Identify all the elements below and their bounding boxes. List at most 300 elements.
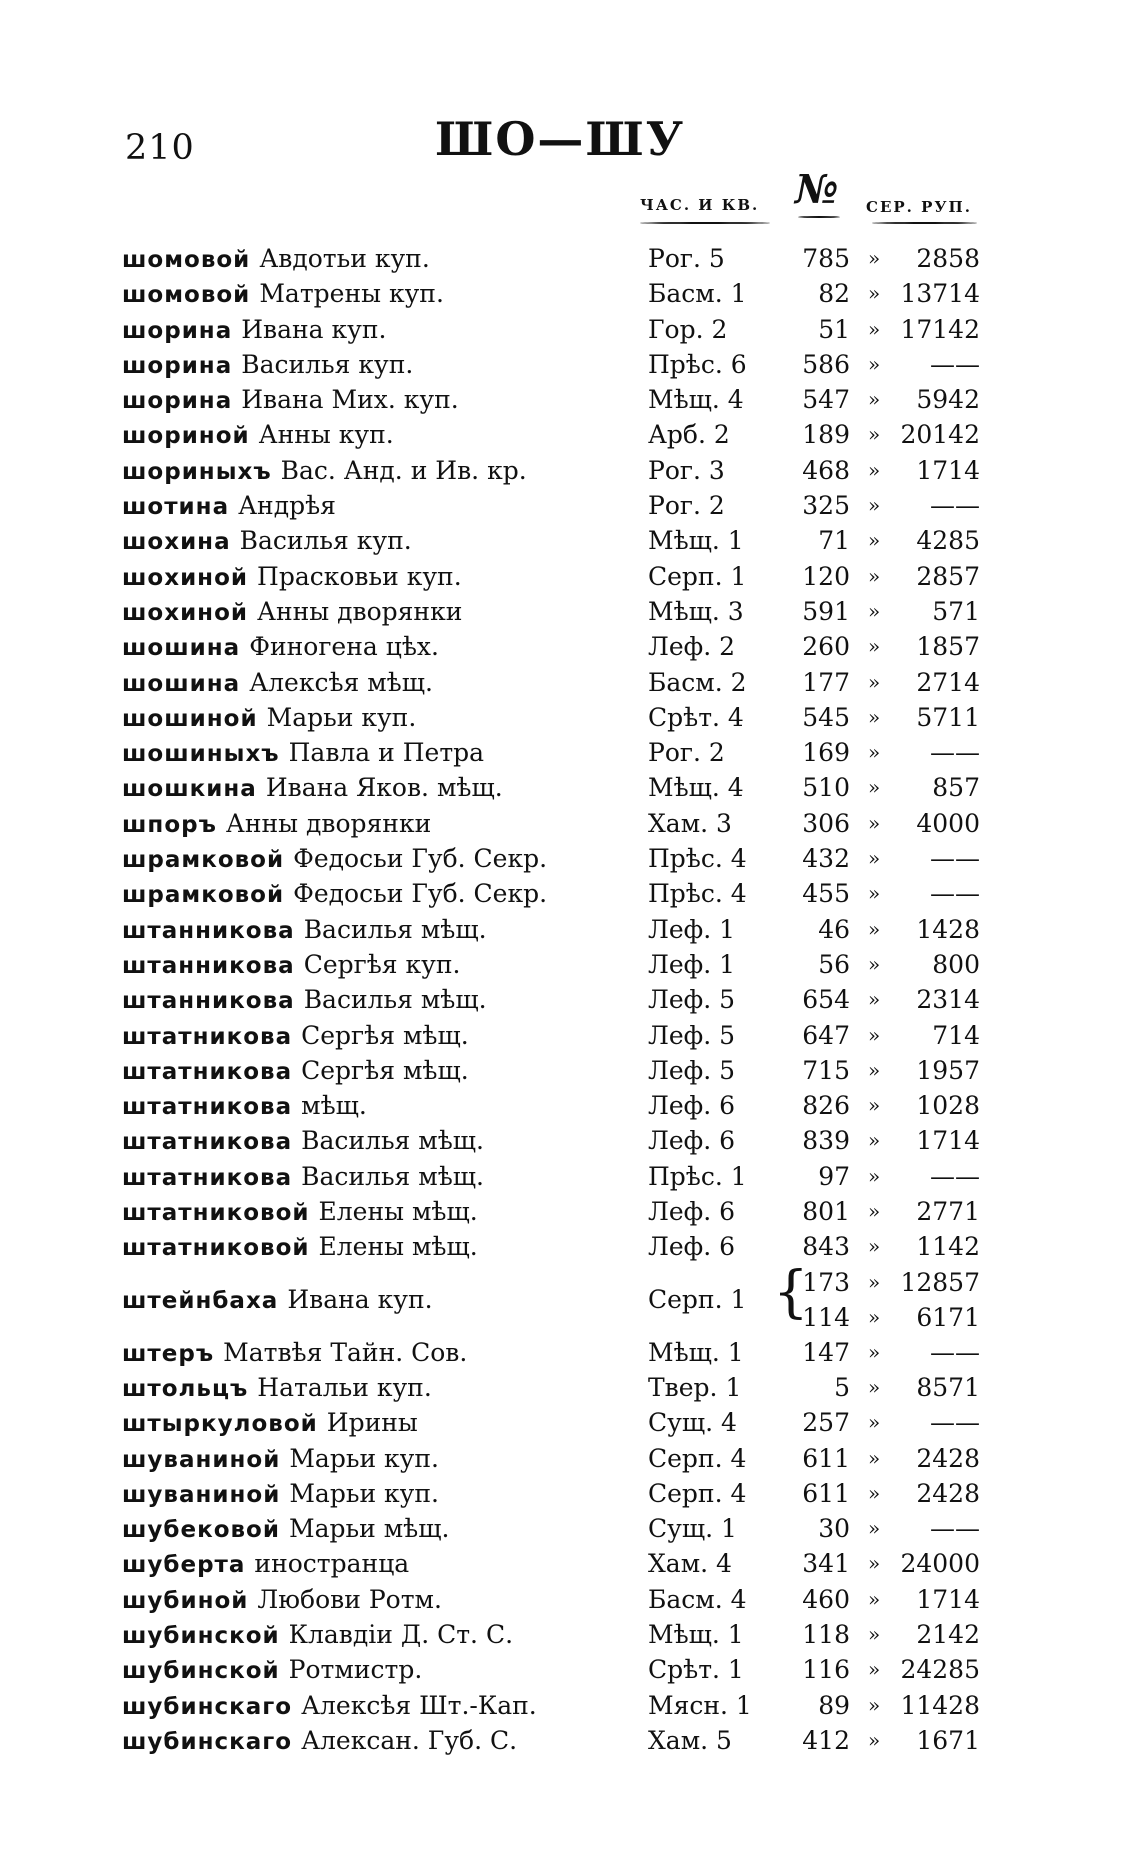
entry-name bbox=[122, 1335, 467, 1372]
entry-row bbox=[0, 841, 1140, 876]
entry-rubles: 1957 bbox=[916, 1055, 980, 1085]
entry-rubles: 5942 bbox=[916, 385, 980, 415]
entry-rubles: 17142 bbox=[900, 314, 980, 344]
entry-name bbox=[122, 347, 413, 384]
entry-separator: » bbox=[868, 669, 881, 694]
entry-given-name: Авдотьи куп. bbox=[259, 244, 430, 273]
entry-number: 341 bbox=[802, 1549, 850, 1579]
entry-rubles: 2142 bbox=[916, 1619, 980, 1649]
entry-row bbox=[0, 665, 1140, 700]
entry-surname: шрамковой bbox=[122, 847, 285, 874]
entry-surname: штатниковой bbox=[122, 1200, 310, 1227]
entry-given-name: Андрѣя bbox=[238, 491, 336, 521]
entry-separator: » bbox=[868, 1057, 881, 1082]
entry-name bbox=[122, 1018, 469, 1055]
entry-row bbox=[0, 276, 1140, 311]
entry-separator-stack bbox=[868, 1265, 880, 1335]
entry-name bbox=[122, 1511, 449, 1548]
entry-given-name: Клавдіи Д. Ст. С. bbox=[288, 1619, 514, 1649]
entry-row bbox=[0, 876, 1140, 911]
entry-rubles-stack bbox=[880, 1265, 980, 1335]
entry-surname: шорина bbox=[122, 352, 233, 379]
entry-separator: » bbox=[868, 916, 881, 941]
entry-separator: » bbox=[868, 1727, 881, 1752]
entry-given-name: Федосьи Губ. Секр. bbox=[293, 879, 548, 909]
entry-surname: шошина bbox=[122, 635, 241, 662]
brace-glyph: { bbox=[773, 1259, 809, 1325]
entry-separator: » bbox=[868, 1586, 881, 1611]
entry-number: 785 bbox=[802, 244, 850, 273]
entry-surname: штеръ bbox=[122, 1340, 215, 1367]
entry-part: Леф. 6 bbox=[648, 1197, 736, 1227]
entry-row bbox=[0, 312, 1140, 347]
entry-part: Леф. 5 bbox=[648, 985, 736, 1015]
entry-separator: » bbox=[868, 387, 881, 412]
entry-row bbox=[0, 982, 1140, 1017]
entry-surname: шорина bbox=[122, 388, 233, 415]
entry-rubles: 4000 bbox=[916, 808, 980, 838]
entry-surname: шуваниной bbox=[122, 1481, 281, 1508]
entry-name bbox=[122, 241, 430, 278]
entry-row bbox=[0, 1370, 1140, 1405]
entry-part: Леф. 6 bbox=[648, 1091, 736, 1121]
entry-number: 586 bbox=[802, 349, 850, 379]
entry-part: Леф. 6 bbox=[648, 1232, 736, 1262]
entry-row bbox=[0, 947, 1140, 982]
entry-row bbox=[0, 1405, 1140, 1440]
entry-number: 116 bbox=[802, 1655, 850, 1685]
entry-given-name: Василья мѣщ. bbox=[301, 1161, 484, 1191]
entry-given-name: Сергѣя куп. bbox=[303, 949, 461, 979]
entry-part: Леф. 1 bbox=[648, 949, 736, 979]
entry-part: Мѣщ. 3 bbox=[648, 596, 744, 626]
entry-rubles: 8571 bbox=[916, 1372, 980, 1402]
entry-surname: шохиной bbox=[122, 599, 248, 626]
entry-row bbox=[0, 1018, 1140, 1053]
entry-surname: штатникова bbox=[122, 1129, 293, 1156]
entry-rubles: —— bbox=[930, 1161, 980, 1191]
entry-part: Серп. 1 bbox=[648, 1284, 747, 1314]
entry-name bbox=[122, 876, 547, 913]
entry-separator: » bbox=[868, 316, 881, 341]
entry-row bbox=[0, 1088, 1140, 1123]
entry-part: Серп. 1 bbox=[648, 561, 747, 591]
entry-separator: » bbox=[868, 634, 881, 659]
entry-rubles: 1714 bbox=[916, 1584, 980, 1614]
entry-separator: » bbox=[868, 846, 881, 871]
entry-surname: штанникова bbox=[122, 952, 295, 979]
entry-surname: шубековой bbox=[122, 1517, 280, 1544]
entry-rubles: 2428 bbox=[916, 1443, 980, 1473]
entry-row bbox=[0, 347, 1140, 382]
entry-part: Леф. 5 bbox=[648, 1055, 736, 1085]
entry-part: Хам. 3 bbox=[648, 808, 732, 838]
entry-given-name: Матрены куп. bbox=[259, 279, 444, 309]
entry-part: Прѣс. 4 bbox=[648, 879, 747, 909]
entry-row bbox=[0, 1723, 1140, 1758]
entry-separator: » bbox=[868, 493, 881, 518]
entry-given-name: Финогена цѣх. bbox=[249, 632, 439, 662]
entry-name bbox=[122, 1159, 484, 1196]
entry-rubles: 12857 bbox=[900, 1267, 980, 1297]
entry-part: Гор. 2 bbox=[648, 314, 728, 344]
entry-name bbox=[122, 523, 412, 560]
entry-given-name: Натальи куп. bbox=[257, 1372, 432, 1402]
entry-given-name: Анны дворянки bbox=[225, 808, 432, 838]
entry-row bbox=[0, 1229, 1140, 1264]
entry-surname: штыркуловой bbox=[122, 1411, 318, 1438]
entry-rubles: —— bbox=[930, 738, 980, 768]
entry-separator: » bbox=[868, 281, 881, 306]
entry-separator: » bbox=[868, 1410, 881, 1435]
entry-row bbox=[0, 770, 1140, 805]
running-head: ШО—ШУ bbox=[435, 112, 686, 166]
entry-number: 455 bbox=[802, 879, 850, 909]
entry-number: 173 bbox=[802, 1267, 850, 1297]
entry-number: 654 bbox=[802, 985, 850, 1015]
entry-rubles: 1714 bbox=[916, 455, 980, 485]
entry-rubles: 1028 bbox=[916, 1091, 980, 1121]
entry-number: 97 bbox=[818, 1161, 850, 1191]
header-rule-rubles bbox=[872, 222, 977, 224]
entry-surname: шохиной bbox=[122, 564, 248, 591]
header-rule-number bbox=[798, 216, 840, 218]
entry-name bbox=[122, 1282, 433, 1319]
entry-number: 120 bbox=[802, 561, 850, 591]
entry-rubles: —— bbox=[930, 349, 980, 379]
entry-given-name: Алексѣя мѣщ. bbox=[249, 667, 433, 697]
entry-name bbox=[122, 453, 527, 490]
entry-separator: » bbox=[868, 1657, 881, 1682]
entry-number: 89 bbox=[818, 1690, 850, 1720]
entry-number: 56 bbox=[818, 949, 850, 979]
entry-rubles: 1142 bbox=[916, 1232, 980, 1262]
entry-name bbox=[122, 1617, 513, 1654]
entry-row-multi bbox=[0, 1259, 1140, 1335]
entry-name bbox=[122, 1688, 537, 1725]
entry-row bbox=[0, 1617, 1140, 1652]
entry-number: 147 bbox=[802, 1337, 850, 1367]
entry-rubles: —— bbox=[930, 1408, 980, 1438]
entry-name bbox=[122, 770, 503, 807]
entry-given-name: Василья куп. bbox=[241, 349, 414, 379]
entry-given-name: Ивана куп. bbox=[241, 314, 387, 344]
entry-separator: » bbox=[868, 1304, 881, 1329]
entry-number: 260 bbox=[802, 632, 850, 662]
entry-separator: » bbox=[868, 1199, 881, 1224]
entry-name bbox=[122, 1546, 409, 1583]
entry-part: Серп. 4 bbox=[648, 1443, 747, 1473]
entry-row bbox=[0, 1123, 1140, 1158]
entry-name bbox=[122, 1088, 367, 1125]
entry-separator: » bbox=[868, 704, 881, 729]
entry-row bbox=[0, 912, 1140, 947]
entry-name bbox=[122, 947, 460, 984]
entry-name bbox=[122, 1229, 478, 1266]
entry-given-name: Павла и Петра bbox=[288, 738, 485, 768]
entry-row bbox=[0, 1688, 1140, 1723]
entry-surname: шошиной bbox=[122, 705, 258, 732]
entry-part: Леф. 1 bbox=[648, 914, 736, 944]
entry-name bbox=[122, 1053, 469, 1090]
entry-surname: шрамковой bbox=[122, 882, 285, 909]
entry-separator: » bbox=[868, 810, 881, 835]
entry-name bbox=[122, 488, 336, 525]
entry-separator: » bbox=[868, 740, 881, 765]
entry-number: 118 bbox=[802, 1619, 850, 1649]
entry-row bbox=[0, 735, 1140, 770]
entry-number: 432 bbox=[802, 844, 850, 874]
entry-given-name: Анны куп. bbox=[258, 420, 394, 450]
column-header-part: ЧАС. И КВ. bbox=[640, 196, 760, 214]
entry-surname: штатниковой bbox=[122, 1235, 310, 1262]
entry-part: Прѣс. 1 bbox=[648, 1161, 747, 1191]
entry-part: Мѣщ. 4 bbox=[648, 385, 744, 415]
entry-number: 647 bbox=[802, 1020, 850, 1050]
entry-number: 5 bbox=[834, 1372, 850, 1402]
entry-rubles: —— bbox=[930, 1514, 980, 1544]
entry-rubles: 20142 bbox=[900, 420, 980, 450]
entry-row bbox=[0, 1652, 1140, 1687]
entry-row bbox=[0, 1441, 1140, 1476]
register-entries bbox=[0, 241, 1140, 1758]
entry-row bbox=[0, 1335, 1140, 1370]
entry-separator: » bbox=[868, 1093, 881, 1118]
entry-row bbox=[0, 523, 1140, 558]
entry-part: Хам. 4 bbox=[648, 1549, 732, 1579]
entry-surname: штанникова bbox=[122, 988, 295, 1015]
entry-name bbox=[122, 417, 394, 454]
entry-surname: шохина bbox=[122, 529, 231, 556]
entry-rubles: 13714 bbox=[900, 279, 980, 309]
entry-name bbox=[122, 382, 459, 419]
entry-surname: шошкина bbox=[122, 776, 257, 803]
entry-surname: шорина bbox=[122, 317, 233, 344]
entry-separator: » bbox=[868, 246, 881, 270]
entry-row bbox=[0, 594, 1140, 629]
entry-number: 460 bbox=[802, 1584, 850, 1614]
entry-part: Мѣщ. 1 bbox=[648, 526, 744, 556]
entry-part: Мѣщ. 4 bbox=[648, 773, 744, 803]
entry-separator: » bbox=[868, 1692, 881, 1717]
entry-separator: » bbox=[868, 422, 881, 447]
entry-given-name: Елены мѣщ. bbox=[318, 1197, 478, 1227]
entry-name bbox=[122, 1194, 478, 1231]
entry-part: Срѣт. 1 bbox=[648, 1655, 744, 1685]
entry-rubles: 800 bbox=[932, 949, 980, 979]
entry-surname: шориныхъ bbox=[122, 458, 272, 485]
entry-row bbox=[0, 382, 1140, 417]
entry-given-name: Ивана Мих. куп. bbox=[241, 385, 459, 415]
entry-given-name: Сергѣя мѣщ. bbox=[301, 1020, 469, 1050]
entry-part: Басм. 1 bbox=[648, 279, 747, 309]
entry-separator: » bbox=[868, 1269, 881, 1294]
entry-part: Мѣщ. 1 bbox=[648, 1337, 744, 1367]
entry-name bbox=[122, 276, 444, 313]
entry-part: Леф. 5 bbox=[648, 1020, 736, 1050]
entry-number: 257 bbox=[802, 1408, 850, 1438]
entry-rubles: 2428 bbox=[916, 1478, 980, 1508]
entry-surname: шомовой bbox=[122, 282, 251, 309]
entry-surname: шпоръ bbox=[122, 811, 217, 838]
entry-given-name: Марьи куп. bbox=[289, 1478, 439, 1508]
entry-number: 46 bbox=[818, 914, 850, 944]
entry-name bbox=[122, 1582, 442, 1619]
entry-given-name: Ирины bbox=[326, 1408, 418, 1438]
entry-name bbox=[122, 594, 462, 631]
entry-part: Леф. 6 bbox=[648, 1126, 736, 1156]
entry-surname: штатникова bbox=[122, 1058, 293, 1085]
entry-row bbox=[0, 488, 1140, 523]
entry-row bbox=[0, 453, 1140, 488]
entry-name bbox=[122, 806, 431, 843]
entry-surname: шошина bbox=[122, 670, 241, 697]
entry-separator: » bbox=[868, 1022, 881, 1047]
entry-rubles: 571 bbox=[932, 596, 980, 626]
entry-separator: » bbox=[868, 563, 881, 588]
entry-name bbox=[122, 312, 386, 349]
entry-part: Мясн. 1 bbox=[648, 1690, 752, 1720]
entry-given-name: Сергѣя мѣщ. bbox=[301, 1055, 469, 1085]
entry-surname: шубиной bbox=[122, 1587, 249, 1614]
entry-surname: штатникова bbox=[122, 1094, 293, 1121]
entry-surname: штатникова bbox=[122, 1023, 293, 1050]
entry-row bbox=[0, 1159, 1140, 1194]
entry-surname: шубинскаго bbox=[122, 1693, 293, 1720]
entry-rubles: 4285 bbox=[916, 526, 980, 556]
entry-name bbox=[122, 665, 433, 702]
entry-number: 715 bbox=[802, 1055, 850, 1085]
entry-row bbox=[0, 417, 1140, 452]
entry-separator: » bbox=[868, 1234, 881, 1259]
entry-rubles: 1671 bbox=[916, 1725, 980, 1755]
entry-given-name: Василья куп. bbox=[239, 526, 412, 556]
entry-part: Сущ. 4 bbox=[648, 1408, 737, 1438]
entry-surname: шубинской bbox=[122, 1622, 280, 1649]
entry-name bbox=[122, 1441, 439, 1478]
entry-surname: шубинской bbox=[122, 1658, 280, 1685]
entry-number-stack bbox=[790, 1265, 850, 1335]
entry-separator: » bbox=[868, 1480, 881, 1505]
entry-rubles: —— bbox=[930, 1337, 980, 1367]
entry-rubles: 6171 bbox=[916, 1302, 980, 1332]
entry-given-name: Василья мѣщ. bbox=[301, 1126, 484, 1156]
entry-part: Хам. 5 bbox=[648, 1725, 732, 1755]
entry-part: Леф. 2 bbox=[648, 632, 736, 662]
entry-number: 177 bbox=[802, 667, 850, 697]
entry-row bbox=[0, 1476, 1140, 1511]
entry-surname: шубинскаго bbox=[122, 1728, 293, 1755]
entry-separator: » bbox=[868, 1339, 881, 1364]
header-rule-part bbox=[640, 222, 770, 224]
entry-number: 611 bbox=[802, 1443, 850, 1473]
entry-name bbox=[122, 1723, 517, 1760]
entry-part: Прѣс. 6 bbox=[648, 349, 747, 379]
page-number: 210 bbox=[125, 128, 195, 168]
entry-surname: штанникова bbox=[122, 917, 295, 944]
entry-separator: » bbox=[868, 1128, 881, 1153]
entry-number: 169 bbox=[802, 738, 850, 768]
entry-row bbox=[0, 241, 1140, 276]
entry-rubles: —— bbox=[930, 844, 980, 874]
entry-number: 51 bbox=[818, 314, 850, 344]
entry-given-name: Елены мѣщ. bbox=[318, 1232, 478, 1262]
entry-part: Прѣс. 4 bbox=[648, 844, 747, 874]
entry-separator: » bbox=[868, 528, 881, 553]
entry-given-name: Любови Ротм. bbox=[257, 1584, 442, 1614]
entry-name bbox=[122, 700, 416, 737]
entry-separator: » bbox=[868, 1163, 881, 1188]
entry-part: Срѣт. 4 bbox=[648, 702, 744, 732]
entry-rubles: 2314 bbox=[916, 985, 980, 1015]
entry-number: 468 bbox=[802, 455, 850, 485]
entry-surname: шотина bbox=[122, 494, 230, 521]
entry-separator: » bbox=[868, 1551, 881, 1576]
entry-number: 30 bbox=[818, 1514, 850, 1544]
entry-separator: » bbox=[868, 351, 881, 376]
entry-row bbox=[0, 629, 1140, 664]
entry-given-name: мѣщ. bbox=[301, 1091, 367, 1121]
entry-given-name: Матвѣя Тайн. Сов. bbox=[223, 1337, 468, 1367]
entry-rubles: 5711 bbox=[916, 702, 980, 732]
column-header-number: № bbox=[795, 166, 839, 213]
entry-number: 325 bbox=[802, 491, 850, 521]
entry-surname: шошиныхъ bbox=[122, 741, 280, 768]
entry-number: 591 bbox=[802, 596, 850, 626]
entry-rubles: —— bbox=[930, 879, 980, 909]
entry-given-name: Марьи куп. bbox=[289, 1443, 439, 1473]
entry-surname: шомовой bbox=[122, 247, 251, 273]
entry-number: 510 bbox=[802, 773, 850, 803]
entry-separator: » bbox=[868, 881, 881, 906]
entry-part: Рог. 5 bbox=[648, 244, 725, 273]
entry-number: 826 bbox=[802, 1091, 850, 1121]
entry-name bbox=[122, 735, 484, 772]
entry-name bbox=[122, 1370, 432, 1407]
entry-name bbox=[122, 1123, 484, 1160]
entry-surname: шуберта bbox=[122, 1552, 246, 1579]
entry-given-name: Василья мѣщ. bbox=[303, 914, 487, 944]
entry-part: Мѣщ. 1 bbox=[648, 1619, 744, 1649]
entry-number: 71 bbox=[818, 526, 850, 556]
entry-given-name: иностранца bbox=[254, 1549, 410, 1579]
entry-number: 839 bbox=[802, 1126, 850, 1156]
entry-separator: » bbox=[868, 1445, 881, 1470]
entry-number: 611 bbox=[802, 1478, 850, 1508]
entry-part: Рог. 2 bbox=[648, 491, 725, 521]
entry-row bbox=[0, 806, 1140, 841]
entry-number: 801 bbox=[802, 1197, 850, 1227]
entry-number: 306 bbox=[802, 808, 850, 838]
column-header-rubles: СЕР. РУП. bbox=[866, 198, 972, 216]
entry-row bbox=[0, 559, 1140, 594]
entry-name bbox=[122, 1652, 422, 1689]
entry-row bbox=[0, 1053, 1140, 1088]
entry-part: Басм. 4 bbox=[648, 1584, 747, 1614]
entry-given-name: Марьи мѣщ. bbox=[288, 1514, 450, 1544]
entry-separator: » bbox=[868, 598, 881, 623]
entry-given-name: Марьи куп. bbox=[266, 702, 417, 732]
entry-separator: » bbox=[868, 775, 881, 800]
entry-number: 82 bbox=[818, 279, 850, 309]
entry-number: 547 bbox=[802, 385, 850, 415]
entry-given-name: Василья мѣщ. bbox=[303, 985, 487, 1015]
entry-given-name: Алексан. Губ. С. bbox=[301, 1725, 518, 1755]
entry-name bbox=[122, 1476, 439, 1513]
entry-number: 843 bbox=[802, 1232, 850, 1262]
entry-part: Сущ. 1 bbox=[648, 1514, 737, 1544]
entry-surname: шуваниной bbox=[122, 1446, 281, 1473]
